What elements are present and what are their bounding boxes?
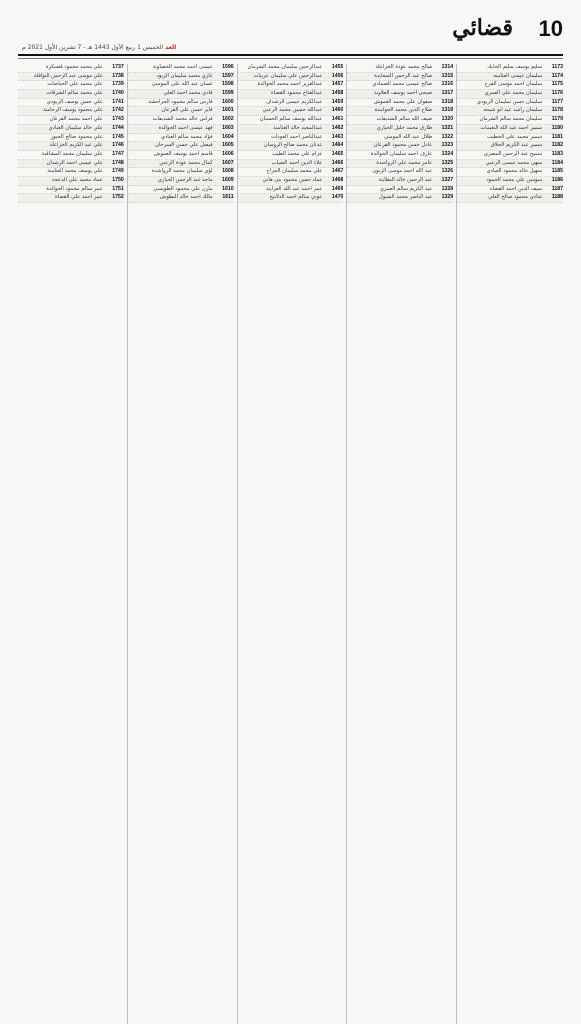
entry-name: عدنان محمد صالح الروسان — [263, 142, 323, 149]
page-header — [18, 12, 563, 52]
entry-name: عوني سالم احمد الدلابيح — [269, 194, 323, 201]
list-item — [128, 64, 234, 73]
entry-number: 1319 — [441, 107, 454, 114]
entry-name: علي خالد سليمان العبادي — [48, 124, 103, 131]
entry-number: 1742 — [112, 107, 124, 114]
entry-number: 1178 — [551, 107, 563, 114]
list-item — [18, 107, 124, 116]
entry-number: 1744 — [112, 124, 124, 131]
entry-number: 1468 — [331, 176, 344, 183]
entry-name: علي محمد محمود قصبكرة — [45, 64, 103, 70]
list-item — [457, 134, 563, 143]
entry-name: علي محمد سليمان الجراح — [266, 168, 323, 175]
list-item — [18, 125, 124, 134]
entry-name: علي موسى عبد الرحمن النوافلة — [33, 72, 103, 79]
entry-name: سمير محمد علي الخطيب — [487, 133, 542, 140]
list-item — [238, 107, 344, 116]
list-item — [457, 64, 563, 73]
entry-number: 1321 — [441, 124, 454, 131]
entry-name: مازن علي محمود الطويسي — [153, 185, 213, 192]
list-item — [238, 73, 344, 82]
entry-number: 1743 — [112, 116, 124, 123]
list-item — [128, 116, 234, 125]
list-item — [128, 81, 234, 90]
list-item — [128, 151, 234, 160]
entry-number: 1747 — [112, 150, 124, 157]
entry-name: مالك احمد خالد البطوش — [160, 194, 213, 201]
list-item — [347, 73, 453, 82]
entry-name: عبدالعزيز احمد محمد الخوالدة — [257, 81, 323, 88]
entry-name: فهد عيسى احمد الخوالدة — [158, 124, 213, 131]
entry-number: 1466 — [331, 159, 344, 166]
entry-number: 1183 — [551, 150, 563, 157]
entry-number: 1457 — [331, 81, 344, 88]
entry-number: 1463 — [331, 133, 344, 140]
entry-number: 1327 — [441, 176, 454, 183]
list-item — [238, 142, 344, 151]
listing-columns — [18, 64, 563, 1024]
entry-name: عادل حسن محمود القرعان — [373, 142, 433, 149]
entry-name: صلاح الدين محمد الحوامدة — [374, 107, 433, 114]
list-item — [18, 73, 124, 82]
entry-number: 1328 — [441, 185, 454, 192]
list-item — [457, 107, 563, 116]
entry-name: صبحي احمد يوسف العلاونة — [374, 90, 433, 97]
list-item — [238, 151, 344, 160]
entry-number: 1608 — [222, 168, 234, 175]
entry-name: علي حسن يوسف الزيودي — [46, 98, 103, 105]
entry-number: 1316 — [441, 81, 454, 88]
listing-column — [237, 64, 344, 1024]
list-item — [457, 160, 563, 169]
list-item — [347, 81, 453, 90]
list-item — [347, 125, 453, 134]
entry-name: سميح عبد الرحمن المصري — [483, 150, 542, 157]
entry-name: عبد الناصر محمد الشبول — [378, 194, 433, 201]
entry-number: 1173 — [551, 64, 563, 70]
entry-number: 1597 — [222, 72, 234, 79]
entry-name: علاء الدين احمد الشياب — [271, 159, 323, 166]
list-item — [128, 125, 234, 134]
section-title: قضائي — [452, 15, 513, 41]
list-item — [347, 177, 453, 186]
entry-name: علي محمود صالح الجبور — [50, 133, 103, 140]
entry-name: فايز حسن علي القرعان — [161, 107, 213, 114]
list-item — [457, 90, 563, 99]
entry-number: 1325 — [441, 159, 454, 166]
list-item — [18, 186, 124, 195]
entry-name: علي احمد محمد القرعان — [49, 116, 103, 123]
list-item — [238, 160, 344, 169]
list-item — [18, 168, 124, 177]
entry-name: سليمان محمد سالم الشرمان — [479, 116, 542, 123]
list-item — [457, 81, 563, 90]
entry-number: 1605 — [222, 142, 234, 149]
entry-number: 1182 — [551, 142, 563, 149]
entry-name: عبدالرحمن سليمان محمد الشرمان — [247, 64, 323, 70]
list-item — [457, 125, 563, 134]
list-item — [18, 90, 124, 99]
entry-number: 1175 — [551, 81, 563, 88]
entry-name: علي محمد علي الحياصات — [47, 81, 103, 88]
list-item — [238, 90, 344, 99]
entry-name: عزام علي محمد الطيب — [271, 150, 323, 157]
list-item — [18, 151, 124, 160]
list-item — [238, 125, 344, 134]
entry-name: فراس خالد محمد الشديفات — [152, 116, 213, 123]
list-item — [128, 99, 234, 108]
list-item — [18, 160, 124, 169]
list-item — [347, 151, 453, 160]
list-item — [238, 186, 344, 195]
list-item — [457, 73, 563, 82]
list-item — [457, 168, 563, 177]
entry-number: 1323 — [441, 142, 454, 149]
list-item — [238, 177, 344, 186]
entry-name: عماد محمد علي الدعجة — [51, 176, 103, 183]
entry-number: 1607 — [222, 159, 234, 166]
entry-number: 1456 — [331, 72, 344, 79]
list-item — [128, 177, 234, 186]
listing-column — [18, 64, 124, 1024]
entry-name: صالح محمد عودة الخزاعلة — [375, 64, 433, 70]
entry-name: سهيل خالد محمود العبادي — [486, 168, 542, 175]
list-item — [18, 64, 124, 73]
entry-name: علي يوسف محمد العثامنة — [47, 168, 103, 175]
entry-number: 1318 — [441, 98, 454, 105]
entry-number: 1322 — [441, 133, 454, 140]
list-item — [457, 186, 563, 195]
entry-number: 1751 — [112, 185, 124, 192]
entry-number: 1748 — [112, 159, 124, 166]
entry-number: 1174 — [551, 72, 563, 79]
entry-name: علي عبد الكريم الخزاعلة — [49, 142, 103, 149]
entry-name: سليمان راشد عيد ابو شيحه — [483, 107, 542, 114]
entry-number: 1609 — [222, 176, 234, 183]
list-item — [18, 134, 124, 143]
entry-name: صالح عبد الرحمن السعايدة — [374, 72, 433, 79]
entry-number: 1462 — [331, 124, 344, 131]
entry-name: عبدالرحمن علي سليمان عربيات — [253, 72, 323, 79]
list-item — [18, 81, 124, 90]
list-item — [347, 116, 453, 125]
list-item — [128, 160, 234, 169]
entry-name: سليمان عيسى العثامنه — [493, 72, 542, 79]
entry-number: 1460 — [331, 107, 344, 114]
page-number: 10 — [538, 16, 563, 41]
entry-number: 1458 — [331, 90, 344, 97]
entry-name: عبد الرحمن خالد البطاينة — [378, 176, 433, 183]
list-item — [238, 64, 344, 73]
entry-name: طارق محمد خليل الحياري — [376, 124, 433, 131]
entry-number: 1750 — [112, 176, 124, 183]
entry-name: علي محمود يوسف الرحامنة — [42, 107, 103, 114]
date-line — [22, 44, 176, 51]
list-item — [128, 168, 234, 177]
entry-name: عمر احمد عبد الله الغرايبة — [265, 185, 323, 192]
list-item — [347, 168, 453, 177]
entry-name: ضيف الله سالم الشديفات — [376, 116, 433, 123]
list-item — [347, 142, 453, 151]
entry-number: 1185 — [551, 168, 563, 175]
list-item — [128, 107, 234, 116]
entry-name: طلال عبد الله المومني — [383, 133, 433, 140]
entry-name: قاسم احمد يوسف العموش — [154, 150, 213, 157]
list-item — [128, 142, 234, 151]
listing-column — [127, 64, 234, 1024]
entry-name: سليمان محمد علي العمري — [484, 90, 542, 97]
entry-number: 1604 — [222, 133, 234, 140]
list-item — [18, 99, 124, 108]
entry-number: 1314 — [441, 64, 454, 70]
entry-number: 1188 — [551, 194, 563, 201]
entry-number: 1315 — [441, 72, 454, 79]
entry-number: 1329 — [441, 194, 454, 201]
listing-column — [346, 64, 453, 1024]
entry-number: 1455 — [331, 64, 344, 70]
list-item — [347, 107, 453, 116]
entry-number: 1186 — [551, 176, 563, 183]
entry-number: 1317 — [441, 90, 454, 97]
entry-number: 1176 — [551, 90, 563, 97]
list-item — [238, 81, 344, 90]
list-item — [347, 90, 453, 99]
entry-number: 1320 — [441, 116, 454, 123]
entry-name: شادي محمود صالح العلي — [488, 194, 542, 201]
entry-number: 1749 — [112, 168, 124, 175]
entry-name: عمر سالم محمود الخوالدة — [46, 185, 103, 192]
entry-number: 1741 — [112, 98, 124, 105]
list-item — [18, 177, 124, 186]
list-item — [457, 177, 563, 186]
issue-date: الخميس 1 ربيع الأول 1443 هـ - 7 تشرين الأول 2021 م — [22, 44, 164, 51]
list-item — [128, 73, 234, 82]
list-item — [128, 90, 234, 99]
entry-name: فادي محمد احمد العلي — [163, 90, 213, 97]
entry-name: سليمان احمد موسى الفرخ — [484, 81, 542, 88]
list-item — [347, 160, 453, 169]
entry-name: عبدالكريم عيسى الرشدان — [266, 98, 323, 105]
entry-number: 1470 — [331, 194, 344, 201]
list-item — [457, 151, 563, 160]
entry-name: فارس سالم محمود الحراحشة — [148, 98, 213, 105]
entry-number: 1600 — [222, 98, 234, 105]
list-item — [18, 142, 124, 151]
list-item — [457, 99, 563, 108]
entry-name: فيصل علي حسن السرحان — [155, 142, 213, 149]
list-item — [347, 194, 453, 203]
entry-name: سهى محمد عيسى الزعبي — [485, 159, 542, 166]
entry-name: علي عيسى احمد الرشدان — [46, 159, 103, 166]
list-item — [238, 99, 344, 108]
entry-number: 1752 — [112, 194, 124, 201]
entry-number: 1610 — [222, 185, 234, 192]
entry-number: 1596 — [222, 64, 234, 70]
entry-number: 1459 — [331, 98, 344, 105]
entry-name: فؤاد محمد سالم العبادي — [160, 133, 213, 140]
entry-number: 1324 — [441, 150, 454, 157]
list-item — [457, 194, 563, 203]
entry-name: ماجد عبد الرحمن الحياري — [157, 176, 213, 183]
entry-number: 1464 — [331, 142, 344, 149]
entry-number: 1602 — [222, 116, 234, 123]
entry-name: صفوان علي محمد العموش — [373, 98, 433, 105]
listing-column — [456, 64, 563, 1024]
entry-number: 1739 — [112, 81, 124, 88]
entry-number: 1187 — [551, 185, 563, 192]
entry-name: عارف احمد سليمان الخوالدة — [370, 150, 433, 157]
entry-name: علي سليمان محمد المشاقبة — [41, 150, 103, 157]
entry-number: 1606 — [222, 150, 234, 157]
entry-name: عبدالله حسين محمد الزعبي — [262, 107, 323, 114]
entry-number: 1180 — [551, 124, 563, 131]
entry-name: عماد حسن محمود بني هاني — [262, 176, 323, 183]
entry-number: 1599 — [222, 90, 234, 97]
entry-name: عامر محمد علي الرواشدة — [376, 159, 433, 166]
entry-number: 1326 — [441, 168, 454, 175]
entry-name: صالح عيسى محمد الصمادي — [372, 81, 433, 88]
list-item — [347, 99, 453, 108]
list-item — [347, 186, 453, 195]
header-rule — [18, 54, 563, 56]
entry-number: 1598 — [222, 81, 234, 88]
entry-name: غسان عبد الله علي المومني — [151, 81, 213, 88]
entry-name: سليمان حسن سليمان الزيودي — [476, 98, 542, 105]
entry-name: سمير عبد الكريم الحلاق — [490, 142, 542, 149]
entry-name: غازي محمد سليمان الزيود — [156, 72, 213, 79]
entry-number: 1179 — [551, 116, 563, 123]
list-item — [128, 186, 234, 195]
newspaper-brand: الغد — [165, 44, 177, 51]
entry-name: عمر احمد علي القضاة — [54, 194, 103, 201]
header-rule-thin — [18, 58, 563, 59]
entry-number: 1184 — [551, 159, 563, 166]
entry-name: عبدالله يوسف سالم الحسبان — [259, 116, 323, 123]
entry-number: 1745 — [112, 133, 124, 140]
entry-name: كمال محمد عودة الزعبي — [159, 159, 213, 166]
entry-number: 1740 — [112, 90, 124, 97]
entry-number: 1469 — [331, 185, 344, 192]
entry-number: 1467 — [331, 168, 344, 175]
entry-name: علي محمد سالم الشرفات — [46, 90, 103, 97]
entry-name: عيسى احمد محمد الخصاونة — [152, 64, 213, 70]
entry-name: عبد الكريم سالم العمري — [379, 185, 433, 192]
list-item — [238, 116, 344, 125]
entry-name: لؤي سليمان محمد الرواشدة — [151, 168, 213, 175]
entry-number: 1738 — [112, 72, 124, 79]
entry-name: عبدالمجيد خالد العثامنة — [273, 124, 323, 131]
list-item — [128, 194, 234, 203]
list-item — [347, 64, 453, 73]
entry-number: 1737 — [112, 64, 124, 70]
entry-name: سوسن علي محمد الحمود — [486, 176, 542, 183]
newspaper-page — [18, 12, 563, 1012]
entry-name: عبد الله احمد موسى الزبون — [372, 168, 433, 175]
entry-number: 1611 — [222, 194, 234, 201]
list-item — [238, 194, 344, 203]
entry-number: 1746 — [112, 142, 124, 149]
entry-number: 1181 — [551, 133, 563, 140]
entry-number: 1465 — [331, 150, 344, 157]
entry-name: عبدالفتاح محمود القضاة — [271, 90, 323, 97]
list-item — [18, 116, 124, 125]
list-item — [457, 116, 563, 125]
entry-number: 1177 — [551, 98, 563, 105]
entry-number: 1461 — [331, 116, 344, 123]
list-item — [238, 168, 344, 177]
list-item — [18, 194, 124, 203]
list-item — [238, 134, 344, 143]
entry-name: عبدالناصر احمد العودات — [271, 133, 323, 140]
entry-name: سيف الدين احمد القضاه — [489, 185, 542, 192]
list-item — [347, 134, 453, 143]
entry-name: سمير احمد عبد الله النعيمات — [480, 124, 542, 131]
entry-number: 1601 — [222, 107, 234, 114]
list-item — [457, 142, 563, 151]
list-item — [128, 134, 234, 143]
entry-name: سليم يوسف سليم الحايك — [487, 64, 542, 70]
entry-number: 1603 — [222, 124, 234, 131]
